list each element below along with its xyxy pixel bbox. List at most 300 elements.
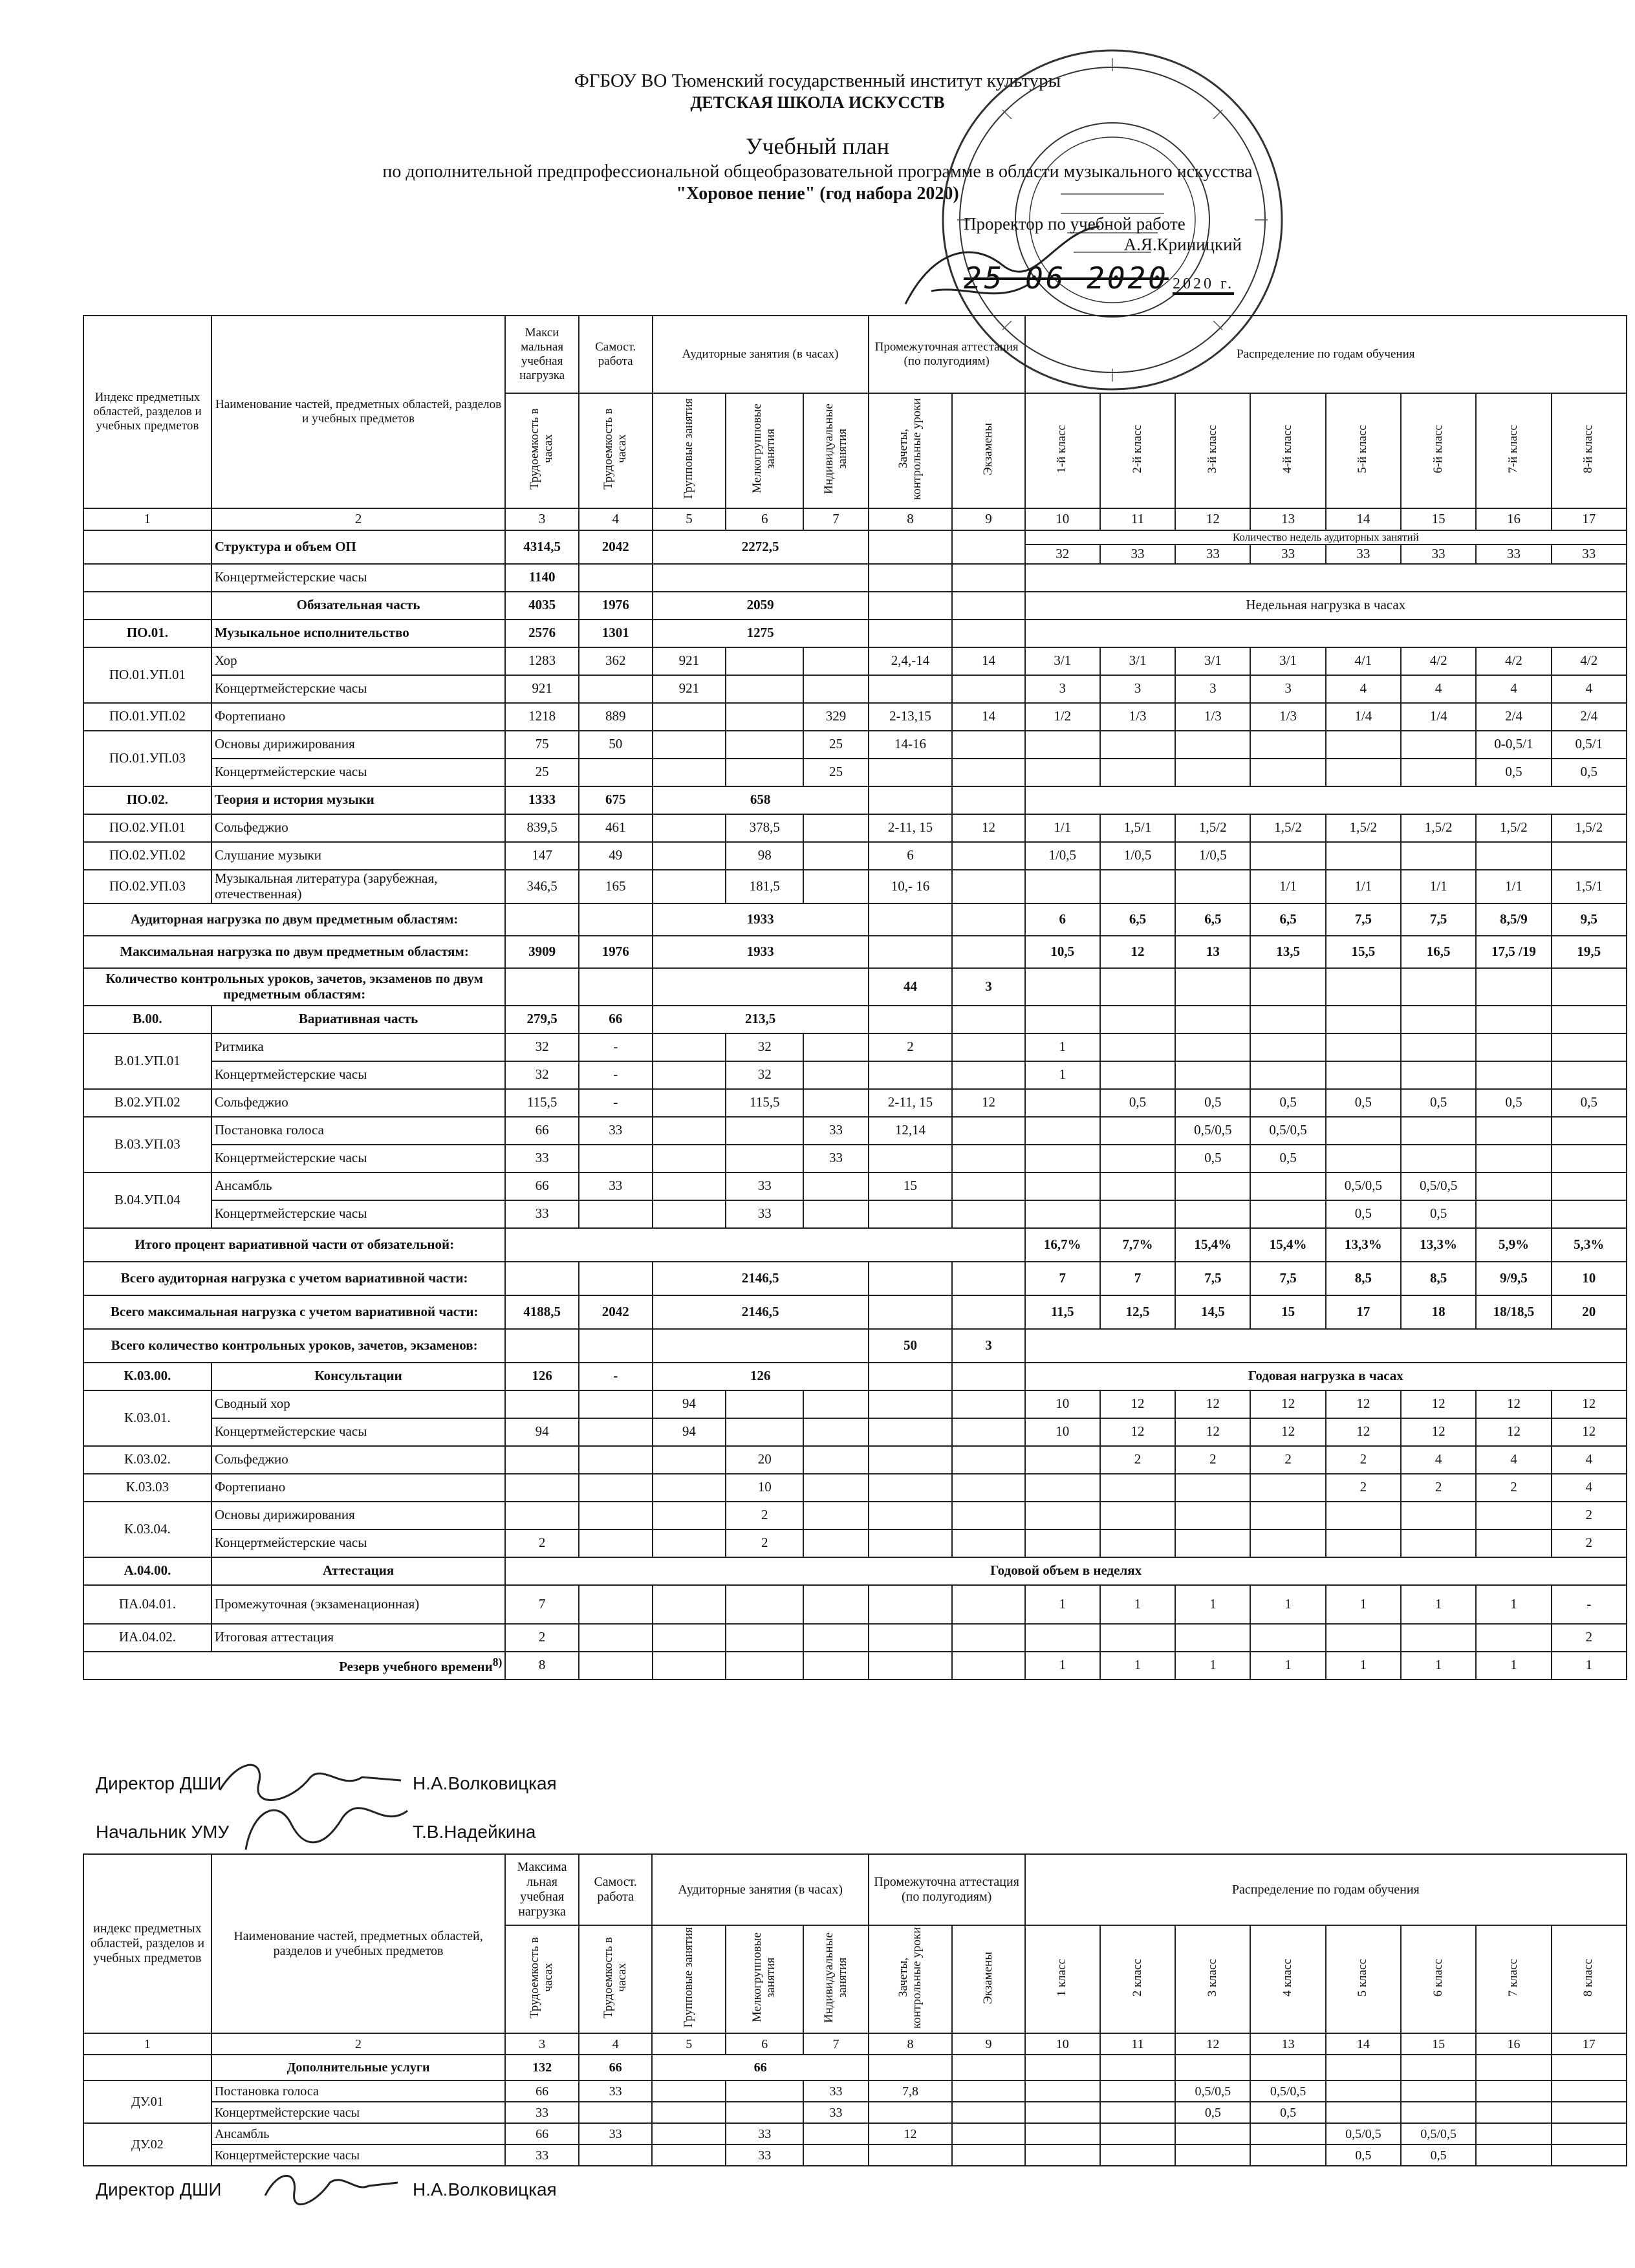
cell: 921 [653,675,726,703]
cell [1552,1033,1627,1061]
subheader: Зачеты, контрольные уроки [869,1925,953,2033]
cell [1100,968,1175,1006]
cell [1100,1033,1175,1061]
cell [653,1624,726,1652]
cell [653,1089,726,1117]
cell: 0,5 [1401,1200,1476,1228]
row-name: Концертмейстерские часы [211,675,505,703]
table-row [83,2102,1627,2123]
cell [803,1390,868,1418]
subheader: 2 класс [1100,1925,1175,2033]
cell: 13,3% [1401,1228,1476,1262]
cell [1552,1145,1627,1172]
cell [1401,2055,1476,2080]
cell: 9/9,5 [1476,1262,1551,1295]
cell [579,1502,653,1529]
cell [653,1061,726,1089]
cell: 3/1 [1100,647,1175,675]
row-name: Музыкальное исполнительство [211,620,505,647]
cell: 2146,5 [653,1262,869,1295]
cell: 14 [952,703,1024,731]
cell [952,1262,1024,1295]
cell [1025,759,1100,786]
cell: 12,14 [869,1117,953,1145]
cell: 66 [505,2080,579,2102]
cell: 2272,5 [653,530,869,564]
cell [803,814,868,842]
cell: 15,4% [1250,1228,1325,1262]
cell [1100,1145,1175,1172]
row-name: Концертмейстерские часы [211,2144,505,2166]
row-name: Структура и объем ОП [211,530,505,564]
cell: 33 [579,2080,653,2102]
cell: 0,5/0,5 [1250,1117,1325,1145]
cell [1100,1200,1175,1228]
table-row [83,1172,1627,1200]
cell [652,2102,726,2123]
row-name: Постановка голоса [211,2080,505,2102]
cell [803,675,868,703]
cell [653,564,869,592]
cell [726,1145,803,1172]
cell [1401,2102,1476,2123]
cell [579,1262,653,1295]
cell: 4314,5 [505,530,579,564]
cell [952,2080,1024,2102]
col-number: 17 [1552,508,1627,530]
col-number: 17 [1552,2033,1627,2055]
cell: 44 [869,968,953,1006]
cell [1326,1117,1401,1145]
row-name: Ансамбль [211,1172,505,1200]
cell [1401,1117,1476,1145]
cell [869,1390,953,1418]
cell: 8,5 [1326,1262,1401,1295]
cell: 12 [1250,1390,1325,1418]
cell [579,564,653,592]
cell [1175,870,1250,903]
cell [1552,2055,1627,2080]
header-row-top [83,1854,1627,1925]
cell: 12 [1250,1418,1325,1446]
cell: 1 [1175,1585,1250,1624]
cell [1175,1006,1250,1033]
director-name-bottom: Н.А.Волковицкая [413,2179,557,2199]
cell [952,870,1024,903]
cell: 0,5 [1175,1145,1250,1172]
cell [505,1262,579,1295]
cell [1025,2080,1100,2102]
cell: 66 [579,2055,653,2080]
row-name: Слушание музыки [211,842,505,870]
cell: - [579,1033,653,1061]
row-name [83,1652,505,1679]
cell: 12 [1552,1390,1627,1418]
cell: 7,5 [1326,903,1401,936]
cell [1250,842,1325,870]
cell [803,647,868,675]
col-number: 13 [1250,2033,1325,2055]
col-number: 6 [726,2033,803,2055]
cell: 1301 [579,620,653,647]
cell: 12 [952,814,1024,842]
cell: 0,5 [1401,1089,1476,1117]
cell: 2 [1250,1446,1325,1474]
row-name: Всего максимальная нагрузка с учетом вариативной части: [83,1295,505,1329]
cell [1552,1172,1627,1200]
weeks-label: Количество недель аудиторных занятий [1025,530,1627,545]
column-numbers-row [83,2033,1627,2055]
col-number: 8 [869,508,953,530]
cell: 658 [653,786,869,814]
table-row [83,1329,1627,1363]
cell [952,675,1024,703]
cell [579,759,653,786]
col-attestation-header: Промежуточна аттестация (по полугодиям) [869,1854,1025,1925]
cell [1025,620,1627,647]
reserve-label: Резерв учебного времени [339,1658,493,1674]
row-index: ПО.01.УП.03 [83,731,211,786]
cell: 1,5/1 [1552,870,1627,903]
row-name: Ритмика [211,1033,505,1061]
row-name: Концертмейстерские часы [211,564,505,592]
cell [803,1585,868,1624]
cell [579,675,653,703]
cell [653,1529,726,1557]
cell [952,1033,1024,1061]
cell: 1/1 [1250,870,1325,903]
cell: 362 [579,647,653,675]
table-row [83,968,1627,1006]
cell [1326,1624,1401,1652]
cell: 1/0,5 [1025,842,1100,870]
row-name: Обязательная часть [211,592,505,620]
cell: 1/3 [1250,703,1325,731]
cell [1401,1061,1476,1089]
cell: 181,5 [726,870,803,903]
cell: 12 [1326,1390,1401,1418]
subheader: 1-й класс [1025,393,1100,508]
subheader: 5-й класс [1326,393,1401,508]
cell [952,759,1024,786]
cell: 115,5 [726,1089,803,1117]
cell: 2146,5 [653,1295,869,1329]
cell [1250,731,1325,759]
cell: 33 [803,1117,868,1145]
cell: 4 [1401,1446,1476,1474]
cell: 3/1 [1175,647,1250,675]
cell: 1/4 [1326,703,1401,731]
table-row [83,530,1627,545]
cell: 329 [803,703,868,731]
cell: 10,- 16 [869,870,953,903]
cell [1250,1061,1325,1089]
cell: 147 [505,842,579,870]
section-label: Недельная нагрузка в часах [1025,592,1627,620]
cell [869,1363,953,1390]
cell: 3 [952,968,1024,1006]
cell: 1 [1401,1585,1476,1624]
cell [653,814,726,842]
cell [1175,1033,1250,1061]
cell [1025,2123,1100,2144]
table-row [83,814,1627,842]
cell: 5,3% [1552,1228,1627,1262]
cell [653,968,869,1006]
cell: 4188,5 [505,1295,579,1329]
cell [1476,1061,1551,1089]
cell: 839,5 [505,814,579,842]
cell: 2-11, 15 [869,814,953,842]
cell [1326,968,1401,1006]
cell [1476,1200,1551,1228]
cell [952,2055,1024,2080]
cell [1250,1502,1325,1529]
cell: 1 [1025,1033,1100,1061]
cell [1100,2080,1175,2102]
cell [1100,759,1175,786]
subheader: 6 класс [1401,1925,1476,2033]
cell [505,903,579,936]
cell: 0,5 [1476,1089,1551,1117]
cell [1100,1172,1175,1200]
table-row [83,1006,1627,1033]
cell: 2 [1326,1446,1401,1474]
col-number: 8 [869,2033,953,2055]
cell [869,1585,953,1624]
cell [952,1652,1024,1679]
row-name: Промежуточная (экзаменационная) [211,1585,505,1624]
row-index: ПО.01.УП.01 [83,647,211,703]
subheader: 7-й класс [1476,393,1551,508]
cell [83,564,211,592]
cell: 1/1 [1326,870,1401,903]
cell: 15 [1250,1295,1325,1329]
cell: 32 [505,1033,579,1061]
cell [1100,2055,1175,2080]
cell: 1218 [505,703,579,731]
cell [1326,842,1401,870]
cell [1250,1006,1325,1033]
table-row [83,1033,1627,1061]
cell: 4 [1326,675,1401,703]
subheader: 4 класс [1250,1925,1325,2033]
row-name: Аудиторная нагрузка по двум предметным областям: [83,903,505,936]
cell [869,1295,953,1329]
cell: 1 [1326,1585,1401,1624]
row-index: К.03.02. [83,1446,211,1474]
cell [952,786,1024,814]
cell: 12 [1476,1390,1551,1418]
cell: 33 [1401,545,1476,564]
cell [952,936,1024,968]
cell: 12 [1175,1390,1250,1418]
cell: 12 [1326,1418,1401,1446]
cell: 1976 [579,592,653,620]
cell: 1 [1175,1652,1250,1679]
cell [726,2102,803,2123]
table-row [83,870,1627,903]
cell: 2 [1552,1529,1627,1557]
section-label: Годовой объем в неделях [505,1557,1627,1585]
cell [505,1329,579,1363]
cell: 25 [505,759,579,786]
cell: 4 [1552,1446,1627,1474]
cell: 7,7% [1100,1228,1175,1262]
col-name-header: Наименование частей, предметных областей, разделов и учебных предметов [211,1854,505,2033]
cell [952,1006,1024,1033]
cell [1100,1502,1175,1529]
cell: 33 [579,1117,653,1145]
subheader: Зачеты, контрольные уроки [869,393,953,508]
row-index: ПО.02.УП.02 [83,842,211,870]
cell: 2,4,-14 [869,647,953,675]
cell [803,1652,868,1679]
cell [1476,2080,1551,2102]
cell: 10,5 [1025,936,1100,968]
cell: 8,5/9 [1476,903,1551,936]
cell: 50 [579,731,653,759]
cell: 115,5 [505,1089,579,1117]
cell: 132 [505,2055,579,2080]
cell: 3909 [505,936,579,968]
row-name: Концертмейстерские часы [211,1529,505,1557]
header-row-top [83,316,1627,393]
cell [505,1474,579,1502]
cell: 4 [1476,1446,1551,1474]
cell [952,2123,1024,2144]
subheader: Трудоемкость в часах [579,393,653,508]
additional-services-table [83,1853,1627,2166]
cell [1476,1033,1551,1061]
table-row [83,1117,1627,1145]
cell: 2576 [505,620,579,647]
cell: - [579,1089,653,1117]
cell: 1/0,5 [1100,842,1175,870]
col-attestation-header: Промежуточная аттестация (по полугодиям) [869,316,1025,393]
cell: 17,5 /19 [1476,936,1551,968]
cell [952,1295,1024,1329]
row-name: Фортепиано [211,703,505,731]
cell [1100,1117,1175,1145]
cell [726,1585,803,1624]
cell: 49 [579,842,653,870]
cell: 7 [1025,1262,1100,1295]
cell [952,1585,1024,1624]
table-row [83,1390,1627,1418]
table-row [83,842,1627,870]
cell: 25 [803,759,868,786]
cell: 2 [505,1624,579,1652]
cell [803,1200,868,1228]
cell [869,1529,953,1557]
cell [1025,2144,1100,2166]
cell: 165 [579,870,653,903]
cell: 18/18,5 [1476,1295,1551,1329]
cell [1476,2144,1551,2166]
cell: 15,5 [1326,936,1401,968]
row-index: В.00. [83,1006,211,1033]
cell: 32 [726,1061,803,1089]
subheader: 1 класс [1025,1925,1100,2033]
row-name: Сольфеджио [211,1446,505,1474]
table-row [83,592,1627,620]
subheader: 3-й класс [1175,393,1250,508]
cell [579,2144,653,2166]
cell [1100,1529,1175,1557]
cell [1025,1117,1100,1145]
col-number: 9 [952,2033,1024,2055]
cell: 889 [579,703,653,731]
cell: 0,5 [1476,759,1551,786]
cell [1326,731,1401,759]
cell [1476,2123,1551,2144]
col-number: 11 [1100,2033,1175,2055]
cell [1326,1061,1401,1089]
cell [1552,1200,1627,1228]
cell [1476,842,1551,870]
row-index: ПА.04.01. [83,1585,211,1624]
cell [505,1446,579,1474]
cell: 33 [579,2123,653,2144]
cell [1250,1033,1325,1061]
cell [1250,1474,1325,1502]
cell: 1,5/2 [1552,814,1627,842]
cell: 0,5/0,5 [1175,2080,1250,2102]
cell: 346,5 [505,870,579,903]
cell [1476,1529,1551,1557]
cell: 2 [1552,1502,1627,1529]
cell [1401,968,1476,1006]
cell: 1 [1025,1061,1100,1089]
cell: 126 [505,1363,579,1390]
cell: 10 [1025,1390,1100,1418]
cell [726,759,803,786]
subheader: Трудоемкость в часах [505,1925,579,2033]
cell [952,731,1024,759]
cell [803,1089,868,1117]
cell: 16,7% [1025,1228,1100,1262]
cell: 11,5 [1025,1295,1100,1329]
row-name: Всего количество контрольных уроков, зачетов, экзаменов: [83,1329,505,1363]
table-row [83,620,1627,647]
cell: 921 [653,647,726,675]
cell [1175,1172,1250,1200]
cell [952,1145,1024,1172]
cell: 33 [726,2144,803,2166]
cell: 2 [726,1502,803,1529]
table-row [83,1089,1627,1117]
cell [1100,2123,1175,2144]
cell: 32 [505,1061,579,1089]
cell: 0,5 [1250,1089,1325,1117]
cell: 12 [1100,1390,1175,1418]
table-row [83,1200,1627,1228]
cell: 1/1 [1025,814,1100,842]
col-number: 12 [1175,2033,1250,2055]
cell [1250,1529,1325,1557]
cell [869,675,953,703]
col-number: 4 [579,2033,653,2055]
cell [952,842,1024,870]
cell: 921 [505,675,579,703]
cell: 3/1 [1025,647,1100,675]
cell: 4/2 [1401,647,1476,675]
cell: 33 [803,2102,868,2123]
col-auditory-header: Аудиторные занятия (в часах) [652,1854,868,1925]
subheader: 5 класс [1326,1925,1401,2033]
cell: 12 [1175,1418,1250,1446]
